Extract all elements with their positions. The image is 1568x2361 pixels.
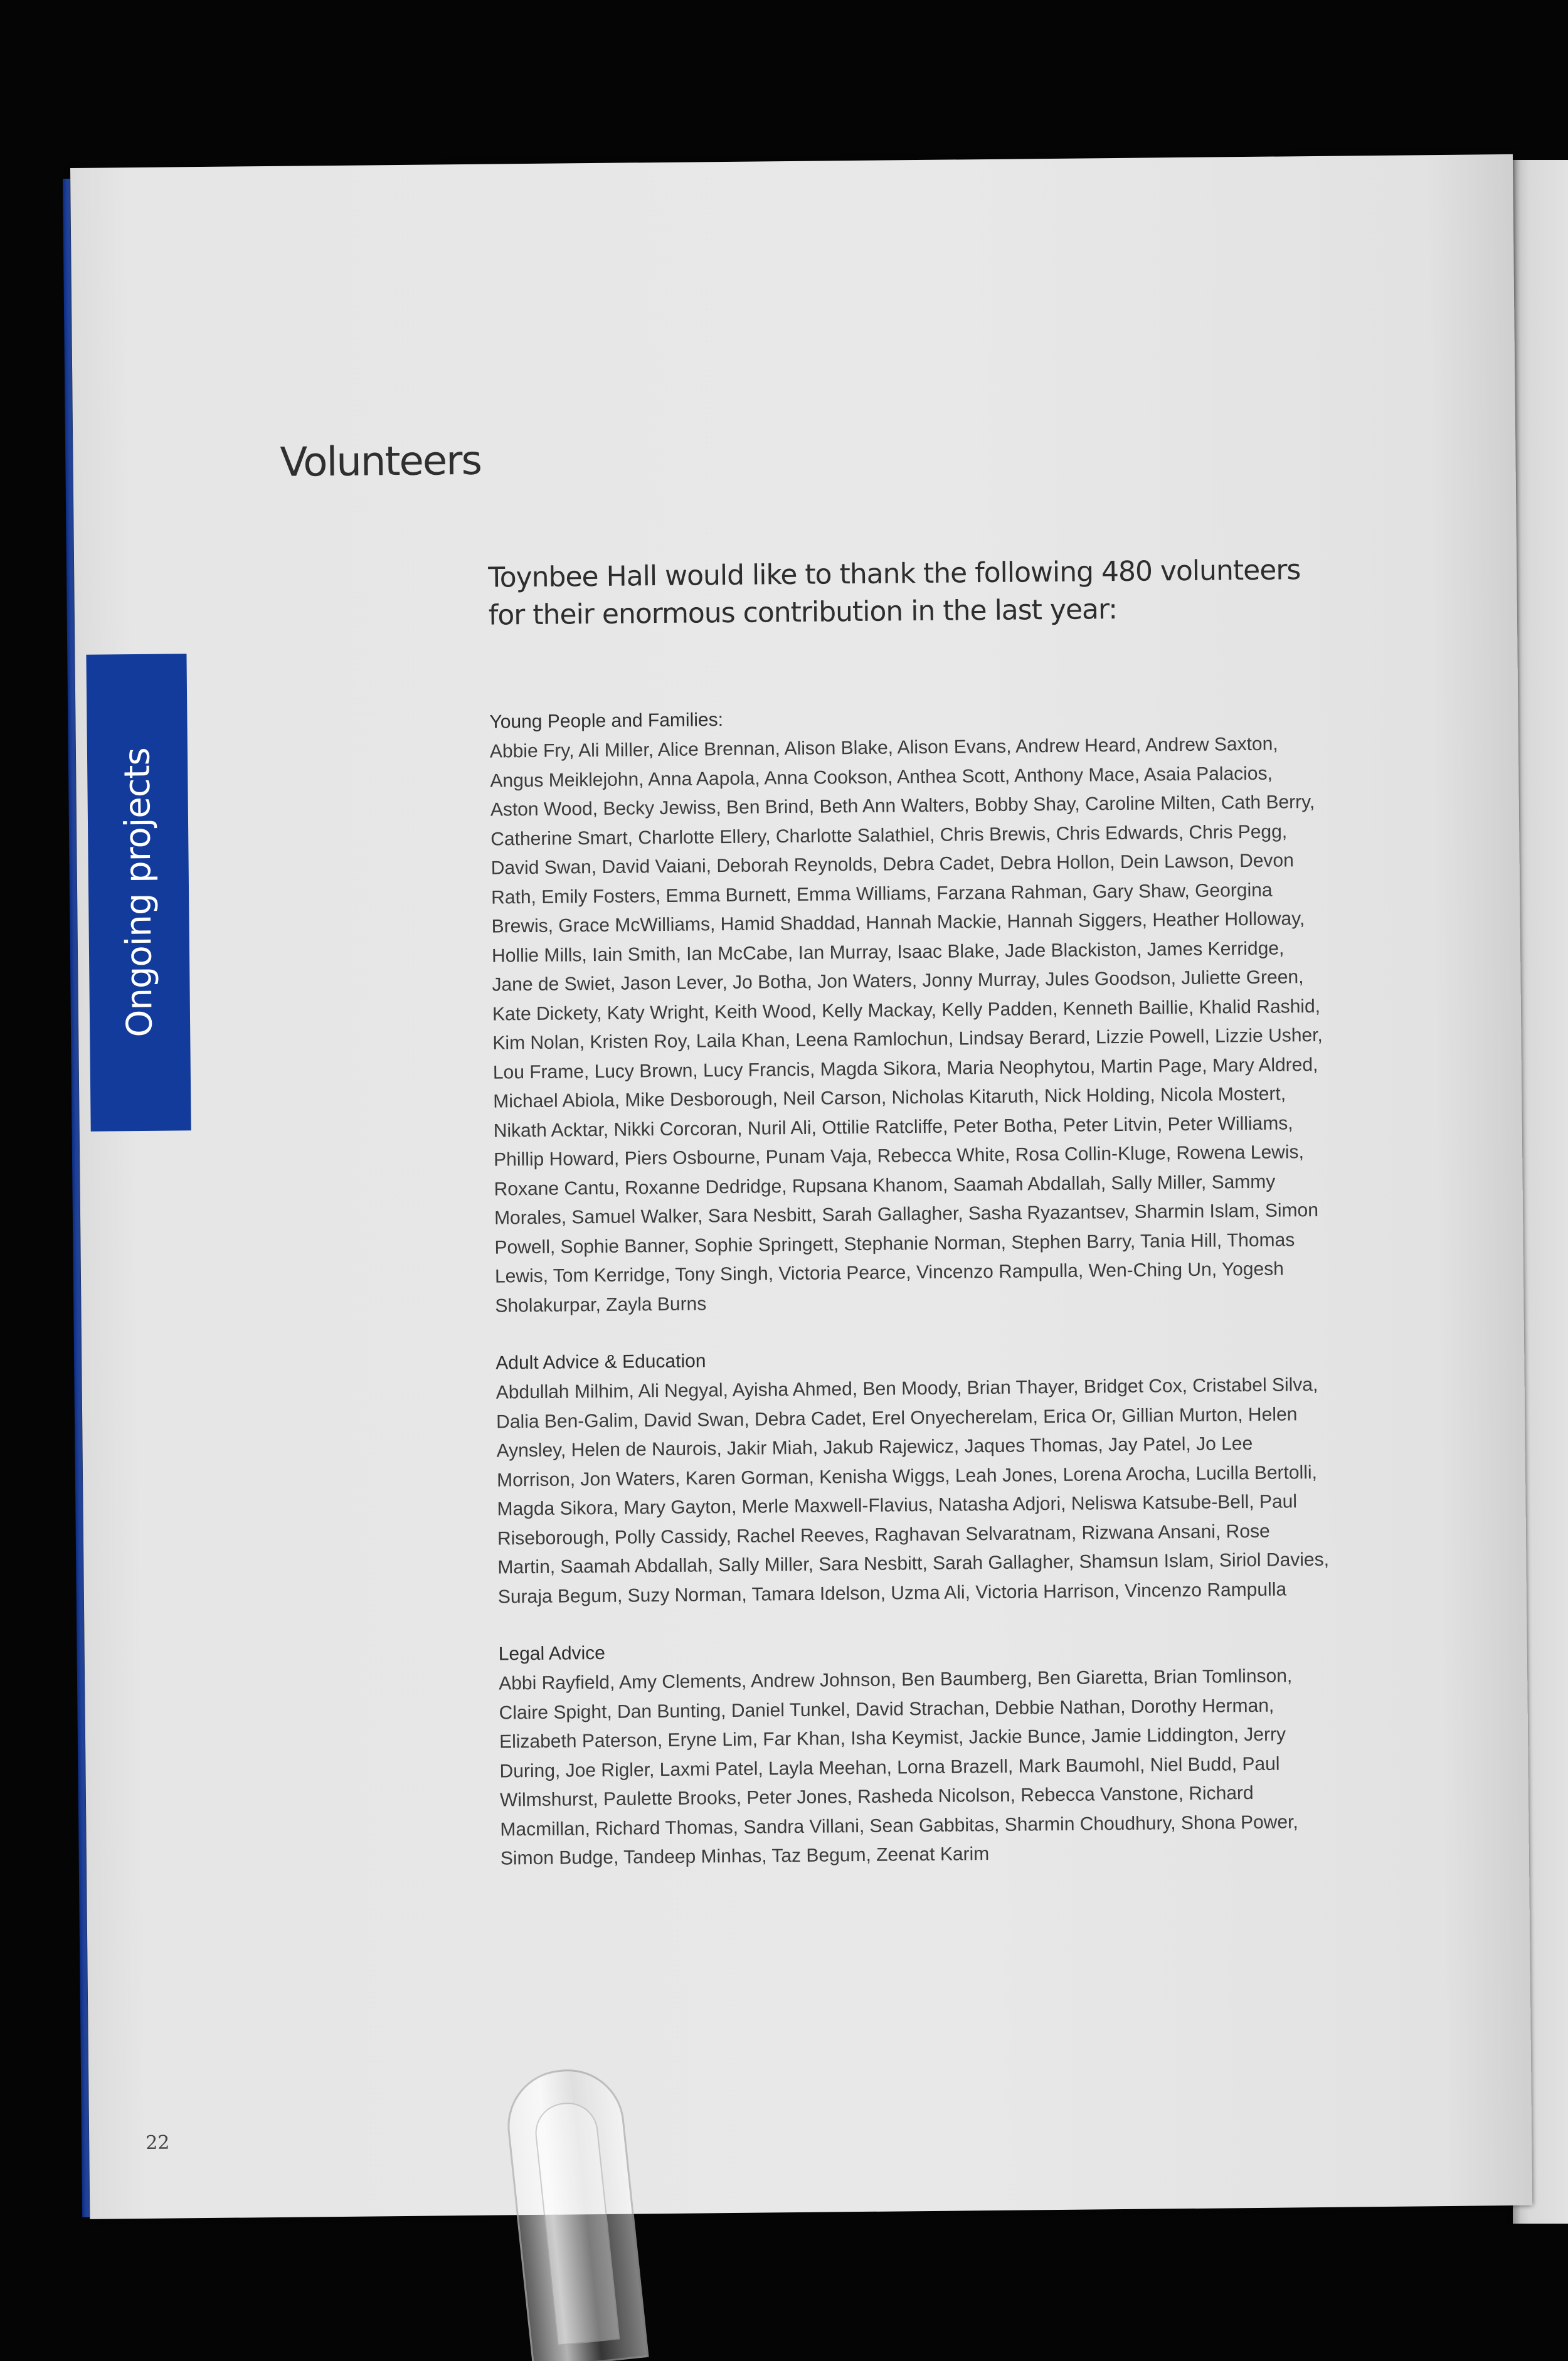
- section-names: Abbi Rayfield, Amy Clements, Andrew Johnson, Ben Baumberg, Ben Giaretta, Brian Tomlinson, Claire Spight, Dan Bunting, Daniel Tunkel, David Strachan, Debbie Nathan, Dorothy Herman, Elizabeth Paterson, Eryne Lim, Far Khan, Isha Keymist, Jackie Bunce, Jamie Liddington, Jerry During, Joe Rigler, Laxmi Patel, Layla Meehan, Lorna Brazell, Mark Baumohl, Niel Budd, Paul Wilmshurst, Paulette Brooks, Peter Jones, Rasheda Nicolson, Rebecca Vanstone, Richard Macmillan, Richard Thomas, Sandra Villani, Sean Gabbitas, Sharmin Choudhury, Shona Power, Simon Budge, Tandeep Minhas, Taz Begum, Zeenat Karim: [499, 1665, 1298, 1869]
- section-names: Abbie Fry, Ali Miller, Alice Brennan, Alison Blake, Alison Evans, Andrew Heard, Andrew Saxton, Angus Meiklejohn, Anna Aapola, Anna Cookson, Anthea Scott, Anthony Mace, Asaia Palacios, Aston Wood, Becky Jewiss, Ben Brind, Beth Ann Walters, Bobby Shay, Caroline Milten, Cath Berry, Catherine Smart, Charlotte Ellery, Charlotte Salathiel, Chris Brewis, Chris Edwards, Chris Pegg, David Swan, David Vaiani, Deborah Reynolds, Debra Cadet, Debra Hollon, Dein Lawson, Devon Rath, Emily Fosters, Emma Burnett, Emma Williams, Farzana Rahman, Gary Shaw, Georgina Brewis, Grace McWilliams, Hamid Shaddad, Hannah Mackie, Hannah Siggers, Heather Holloway, Hollie Mills, Iain Smith, Ian McCabe, Ian Murray, Isaac Blake, Jade Blackiston, James Kerridge, Jane de Swiet, Jason Lever, Jo Botha, Jon Waters, Jonny Murray, Jules Goodson, Juliette Green, Kate Dickety, Katy Wright, Keith Wood, Kelly Mackay, Kelly Padden, Kenneth Baillie, Khalid Rashid, Kim Nolan, Kristen Roy, Laila Khan, Leena Ramlochun, Lindsay Berard, Lizzie Powell, Lizzie Usher, Lou Frame, Lucy Brown, Lucy Francis, Magda Sikora, Maria Neophytou, Martin Page, Mary Aldred, Michael Abiola, Mike Desborough, Neil Carson, Nicholas Kitaruth, Nick Holding, Nicola Mostert, Nikath Acktar, Nikki Corcoran, Nuril Ali, Ottilie Ratcliffe, Peter Botha, Peter Litvin, Peter Williams, Phillip Howard, Piers Osbourne, Punam Vaja, Rebecca White, Rosa Collin-Kluge, Rowena Lewis, Roxane Cantu, Roxanne Dedridge, Rupsana Khanom, Saamah Abdallah, Sally Miller, Sammy Morales, Samuel Walker, Sara Nesbitt, Sarah Gallagher, Sasha Ryazantsev, Sharmin Islam, Simon Powell, Sophie Banner, Sophie Springett, Stephanie Norman, Stephen Barry, Tania Hill, Thomas Lewis, Tom Kerridge, Tony Singh, Victoria Pearce, Vincenzo Rampulla, Wen-Ching Un, Yogesh Sholakurpar, Zayla Burns: [489, 733, 1323, 1317]
- page-number: 22: [146, 2131, 170, 2154]
- intro-line: Toynbee Hall would like to thank the following 480 volunteers: [488, 554, 1301, 594]
- section-names: Abdullah Milhim, Ali Negyal, Ayisha Ahmed, Ben Moody, Brian Thayer, Bridget Cox, Cristabel Silva, Dalia Ben-Galim, David Swan, Debra Cadet, Erel Onyecherelam, Erica Or, Gillian Murton, Helen Aynsley, Helen de Naurois, Jakir Miah, Jakub Rajewicz, Jaques Thomas, Jay Patel, Jo Lee Morrison, Jon Waters, Karen Gorman, Kenisha Wiggs, Leah Jones, Lorena Arocha, Lucilla Bertolli, Magda Sikora, Mary Gayton, Merle Maxwell-Flavius, Natasha Adjori, Neliswa Katsube-Bell, Paul Riseborough, Polly Cassidy, Rachel Reeves, Raghavan Selvaratnam, Rizwana Ansani, Rose Martin, Saamah Abdallah, Sally Miller, Sara Nesbitt, Sarah Gallagher, Shamsun Islam, Siriol Davies, Suraja Begum, Suzy Norman, Tamara Idelson, Uzma Ali, Victoria Harrison, Vincenzo Rampulla: [495, 1374, 1330, 1608]
- section-tab-label: Ongoing projects: [117, 748, 161, 1037]
- page-title: Volunteers: [280, 437, 482, 486]
- volunteer-lists: [489, 701, 1335, 1902]
- section-legal-advice: [499, 1633, 1335, 1874]
- section-adult-advice: [495, 1342, 1332, 1612]
- intro-line: for their enormous contribution in the last year:: [488, 593, 1118, 632]
- booklet-page: [70, 154, 1532, 2219]
- section-heading: Adult Advice & Education: [495, 1350, 706, 1374]
- section-heading: Legal Advice: [498, 1642, 606, 1665]
- section-young-people: [489, 701, 1329, 1321]
- plastic-clip-inner: [532, 2099, 620, 2345]
- intro-text: [488, 549, 1492, 634]
- section-heading: Young People and Families:: [489, 709, 724, 733]
